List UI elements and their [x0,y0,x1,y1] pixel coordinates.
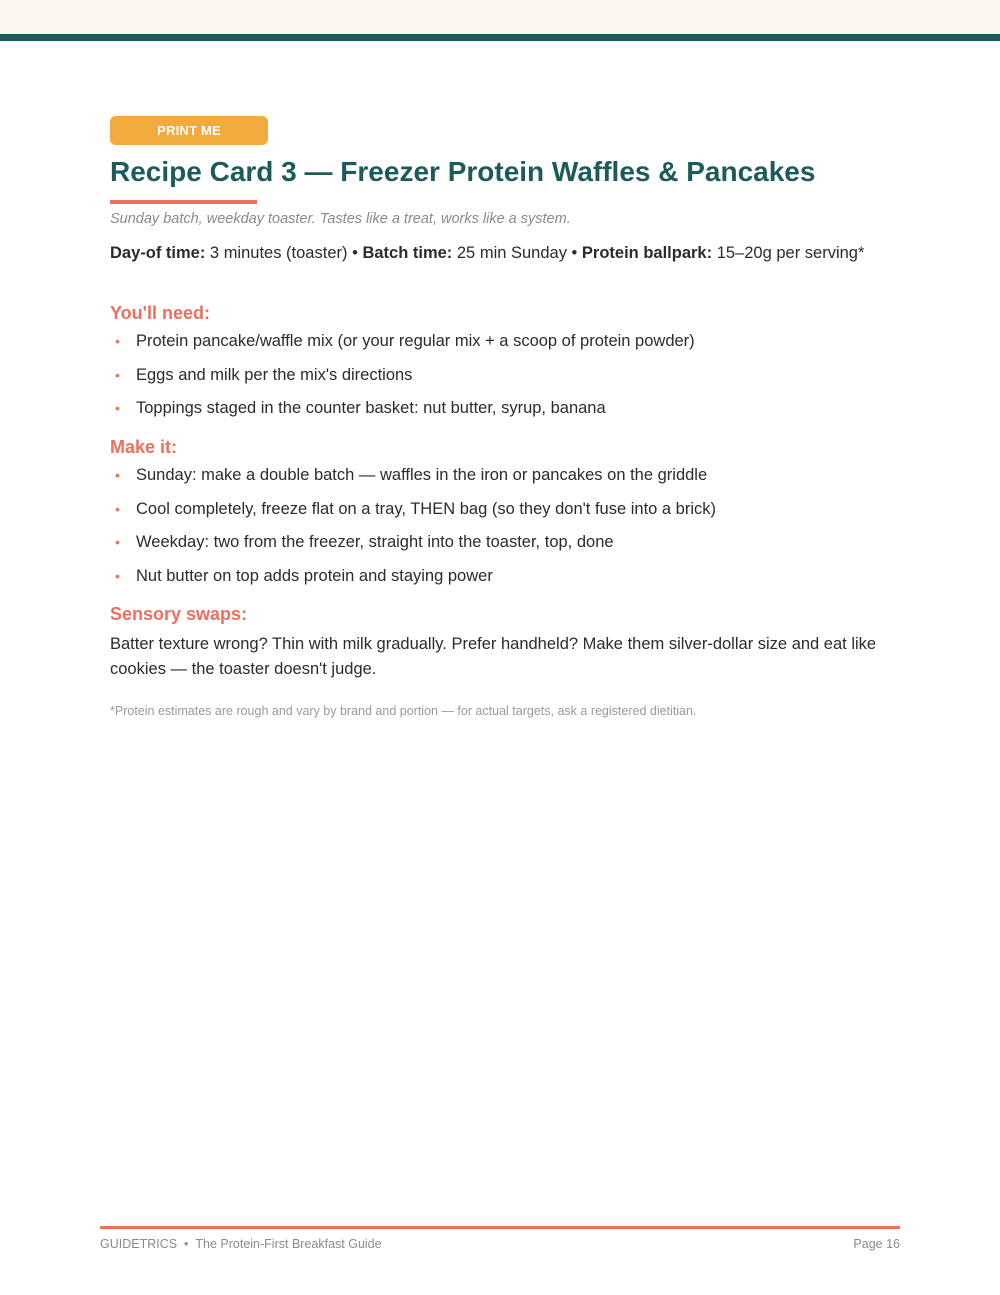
footnote: *Protein estimates are rough and vary by brand and portion — for actual targets, ask a registered dietitian. [110,703,697,718]
protein-label: Protein ballpark: [581,244,713,262]
dayof-value: 3 minutes (toaster) • [205,244,363,262]
dayof-label: Day-of time: [110,244,206,262]
ingredients-list [110,329,890,421]
title-underline [110,200,257,204]
bullet-icon: • [115,500,120,517]
list-item-text: Sunday: make a double batch — waffles in the iron or pancakes on the griddle [136,466,708,484]
recipe-meta [110,241,890,266]
print-me-badge: PRINT ME [110,116,268,145]
list-item-text: Weekday: two from the freezer, straight into the toaster, top, done [136,533,614,551]
bullet-icon: • [115,366,120,383]
bullet-icon: • [115,534,120,550]
list-item-text: Eggs and milk per the mix's directions [136,365,413,384]
top-rule [0,34,1000,41]
bullet-icon: • [115,400,120,416]
bullet-icon: • [115,567,120,584]
list-item-text: Nut butter on top adds protein and staying power [136,566,493,585]
bullet-icon: • [115,467,120,483]
sensory-swaps-text: Batter texture wrong? Thin with milk gradually. Prefer handheld? Make them silver-dollar size and eat like cookies — the toaster doesn't judge. [110,634,877,678]
footer-brand: GUIDETRICS [100,1237,178,1251]
page-title: Recipe Card 3 — Freezer Protein Waffles & Pancakes [110,156,816,187]
list-item [110,329,890,354]
section-heading-need: You'll need: [110,303,210,323]
footer-guide-title: The Protein-First Breakfast Guide [195,1237,382,1251]
list-item-text: Cool completely, freeze flat on a tray, THEN bag (so they don't fuse into a brick) [136,499,717,518]
list-item [110,497,890,522]
top-band [0,0,1000,34]
batch-value: 25 min Sunday • [452,244,582,262]
list-item-text: Toppings staged in the counter basket: nut butter, syrup, banana [136,399,606,417]
batch-label: Batch time: [362,244,453,262]
list-item [110,530,890,555]
list-item [110,463,890,488]
footer-rule [100,1226,900,1229]
section-heading-make: Make it: [110,437,178,457]
protein-value: 15–20g per serving* [712,244,865,262]
footer-separator: • [184,1237,189,1251]
subtitle: Sunday batch, weekday toaster. Tastes like a treat, works like a system. [110,211,571,227]
list-item-text: Protein pancake/waffle mix (or your regular mix + a scoop of protein powder) [136,332,695,350]
bullet-icon: • [115,333,120,349]
list-item [110,564,890,589]
recipe-card [110,116,890,718]
steps-list [110,463,890,589]
list-item [110,396,890,421]
section-heading-swaps: Sensory swaps: [110,603,248,624]
page-number: Page 16 [853,1237,900,1251]
footer-left [100,1237,382,1251]
list-item [110,363,890,388]
